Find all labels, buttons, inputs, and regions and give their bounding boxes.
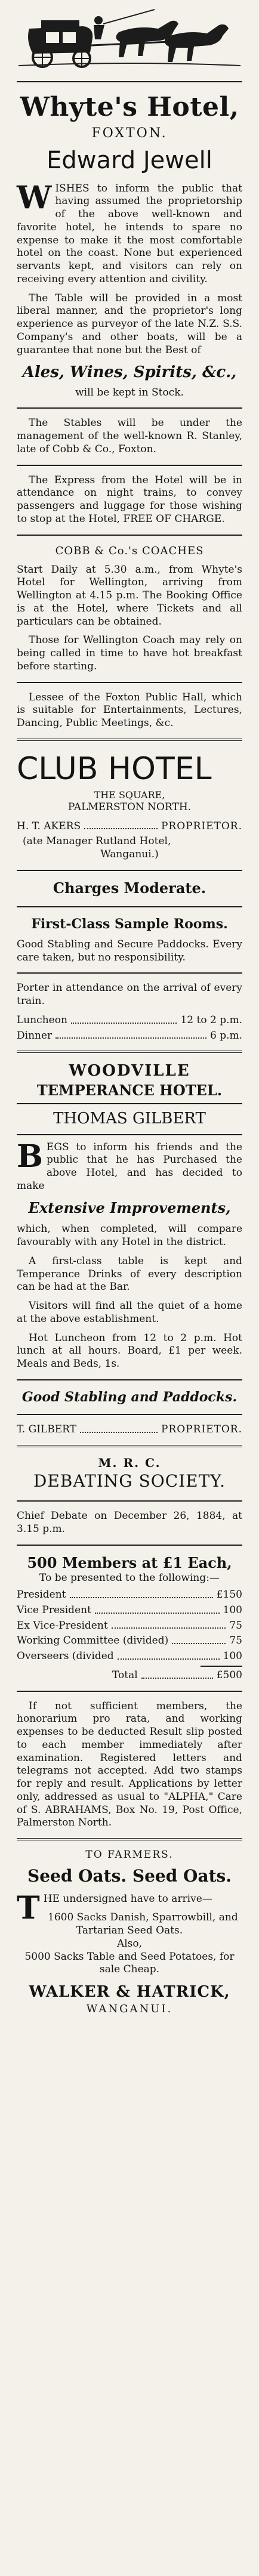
divider <box>17 1691 242 1692</box>
dot-leader <box>70 1589 213 1598</box>
divider <box>17 972 242 974</box>
dinner-label: Dinner <box>17 1029 53 1042</box>
farmers-item1: 1600 Sacks Danish, Sparrowbill, and Tartarian Seed Oats. <box>48 1911 238 1937</box>
woodville-owner-row <box>17 1423 242 1437</box>
prize-total-row <box>17 1669 242 1682</box>
woodville-p5: Hot Luncheon from 12 to 2 p.m. Hot lunch at all hours. Board, £1 per week. Meals and Beds, 1s. <box>17 1332 242 1370</box>
woodville-subtitle: TEMPERANCE HOTEL. <box>17 1082 242 1105</box>
woodville-title: WOODVILLE <box>69 1062 190 1080</box>
prize-total-value: £500 <box>216 1669 242 1681</box>
prize-label: Ex Vice-President <box>17 1619 108 1632</box>
prize-value: 75 <box>229 1635 242 1647</box>
whytes-hotel-title: Whyte's Hotel, <box>20 92 239 122</box>
mrc-chief: Chief Debate on December 26, 1884, at 3.15 p.m. <box>17 1510 242 1535</box>
divider <box>17 1379 242 1380</box>
prize-label: President <box>17 1589 66 1601</box>
dot-leader <box>95 1604 220 1614</box>
woodville-p3: A first-class table is kept and Temperance Drinks of every description can be had at the Bar. <box>17 1255 242 1293</box>
woodville-proprietor: THOMAS GILBERT <box>53 1110 206 1128</box>
farmers-title: TO FARMERS. <box>85 1849 174 1861</box>
divider <box>17 81 242 82</box>
club-porter: Porter in attendance on the arrival of every train. <box>17 982 242 1008</box>
whytes-stock: will be kept in Stock. <box>75 386 184 399</box>
club-owner-row <box>17 820 242 833</box>
prize-value: 100 <box>223 1650 242 1663</box>
farmers-item2: 5000 Sacks Table and Seed Potatoes, for sale Cheap. <box>24 1950 235 1976</box>
cobb-heading: COBB & Co.'s COACHES <box>55 544 204 557</box>
mrc-title: M. R. C. <box>98 1455 161 1470</box>
whytes-table: The Table will be provided in a most liberal manner, and the proprietor's long experience as purveyor of the late N.Z. S.S. Company's and other boats, will be a guarantee that none but the Best of <box>17 292 242 356</box>
prize-value: 100 <box>223 1604 242 1616</box>
prize-row <box>17 1589 242 1602</box>
farmers-p1: THE undersigned have to arrive— <box>17 1889 212 1926</box>
mrc-subtitle: DEBATING SOCIETY. <box>33 1471 226 1491</box>
prize-row <box>17 1620 242 1633</box>
woodville-p4: Visitors will find all the quiet of a home at the above establishment. <box>17 1300 242 1325</box>
newspaper-column <box>17 0 242 2016</box>
dot-leader <box>118 1650 220 1660</box>
woodville-owner-role: PROPRIETOR. <box>161 1423 242 1435</box>
divider <box>17 906 242 907</box>
divider <box>17 1838 242 1840</box>
prize-value: 75 <box>229 1619 242 1632</box>
prize-value: £150 <box>216 1589 242 1601</box>
mrc-presented: To be presented to the following:— <box>39 1572 220 1584</box>
divider <box>17 682 242 683</box>
farmers-also: Also, <box>116 1937 143 1950</box>
club-hotel-title: CLUB HOTEL <box>17 750 212 787</box>
mrc-members: 500 Members at £1 Each, <box>27 1553 232 1571</box>
club-owner-note1: (ate Manager Rutland Hotel, <box>23 835 171 848</box>
dot-leader <box>56 1030 206 1039</box>
divider <box>17 1134 242 1135</box>
divider <box>17 1500 242 1502</box>
woodville-p2: which, when completed, will compare favourably with any Hotel in the district. <box>17 1223 242 1249</box>
coach-illustration <box>17 4 242 73</box>
mrc-body: If not sufficient members, the honorarium pro rata, and working expenses to be deducted Result slip posted to each member immediately after examination. Registered letters and telegrams not accepted. Add two stamps for reply and result. Applications by letter only, addressed as usual to "ALPHA," Care of S. ABRAHAMS, Box No. 19, Post Office, Palmerston North. <box>17 1700 242 1829</box>
divider <box>17 1445 242 1447</box>
club-owner: H. T. AKERS <box>17 820 81 832</box>
whytes-express: The Express from the Hotel will be in attendance on night trains, to convey passengers and luggage for those wishing to stop at the Hotel, FREE OF CHARGE. <box>17 474 242 525</box>
club-stabling: Good Stabling and Secure Paddocks. Every care taken, but no responsibility. <box>17 938 242 963</box>
total-rule <box>201 1666 242 1667</box>
whytes-liquors: Ales, Wines, Spirits, &c., <box>22 363 237 382</box>
prize-row <box>17 1650 242 1663</box>
dot-leader <box>84 820 158 830</box>
club-address2: PALMERSTON NORTH. <box>67 801 192 813</box>
woodville-improvements: Extensive Improvements, <box>28 1199 231 1216</box>
dot-leader <box>141 1669 213 1679</box>
prize-list <box>17 1589 242 1663</box>
luncheon-label: Luncheon <box>17 1014 67 1026</box>
cobb-text: Start Daily at 5.30 a.m., from Whyte's Hotel for Wellington, arriving from Wellington at 4.15 p.m. The Booking Office is at the Hotel, where Tickets and all particulars can be obtained. <box>17 563 242 628</box>
dot-leader <box>71 1014 177 1024</box>
luncheon-time: 12 to 2 p.m. <box>180 1014 242 1026</box>
prize-row <box>17 1604 242 1617</box>
whytes-stables: The Stables will be under the management of the well-known R. Stanley, late of Cobb & Co., Foxton. <box>17 417 242 455</box>
divider <box>17 1545 242 1546</box>
dot-leader <box>172 1635 226 1644</box>
farmers-town: WANGANUI. <box>86 2003 173 2016</box>
divider <box>17 1051 242 1053</box>
dot-leader <box>112 1620 226 1629</box>
prize-label: Overseers (divided <box>17 1650 114 1663</box>
divider <box>17 535 242 536</box>
farmers-oats: Seed Oats. Seed Oats. <box>27 1865 232 1886</box>
club-address1: THE SQUARE, <box>94 789 165 801</box>
divider <box>17 1414 242 1415</box>
whytes-location: FOXTON. <box>91 126 168 141</box>
lessee-text: Lessee of the Foxton Public Hall, which is suitable for Entertainments, Lectures, Dancing, Public Meetings, &c. <box>17 691 242 730</box>
woodville-stabling: Good Stabling and Paddocks. <box>21 1389 238 1405</box>
club-owner-role: PROPRIETOR. <box>161 820 242 832</box>
dinner-time: 6 p.m. <box>209 1029 242 1042</box>
prize-total-label: Total <box>112 1669 138 1681</box>
luncheon-row <box>17 1014 242 1027</box>
coach-text: Those for Wellington Coach may rely on being called in time to have hot breakfast before starting. <box>17 634 242 672</box>
whytes-proprietor: Edward Jewell <box>47 147 212 175</box>
prize-row <box>17 1635 242 1648</box>
club-owner-note2: Wanganui.) <box>100 848 159 861</box>
dot-leader <box>80 1423 158 1433</box>
divider <box>17 465 242 466</box>
farmers-firm: WALKER & HATRICK, <box>29 1983 230 2002</box>
divider <box>17 407 242 409</box>
divider <box>17 870 242 871</box>
dinner-row <box>17 1030 242 1043</box>
club-rooms: First-Class Sample Rooms. <box>31 916 228 932</box>
whytes-intro: WISHES to inform the public that having assumed the proprietorship of the above well-known and favorite hotel, he intends to spare no expense to make it the most comfortable hotel on the coast. None but experienced servants kept, and visitors can rely on receiving every attention and civility. <box>17 179 242 285</box>
club-charges: Charges Moderate. <box>53 879 206 897</box>
woodville-owner: T. GILBERT <box>17 1423 76 1435</box>
woodville-intro: BEGS to inform his friends and the public that he has Purchased the above Hotel, and has decided to make <box>17 1138 242 1192</box>
divider <box>17 739 242 741</box>
prize-label: Working Committee (divided) <box>17 1635 169 1647</box>
prize-label: Vice President <box>17 1604 91 1616</box>
